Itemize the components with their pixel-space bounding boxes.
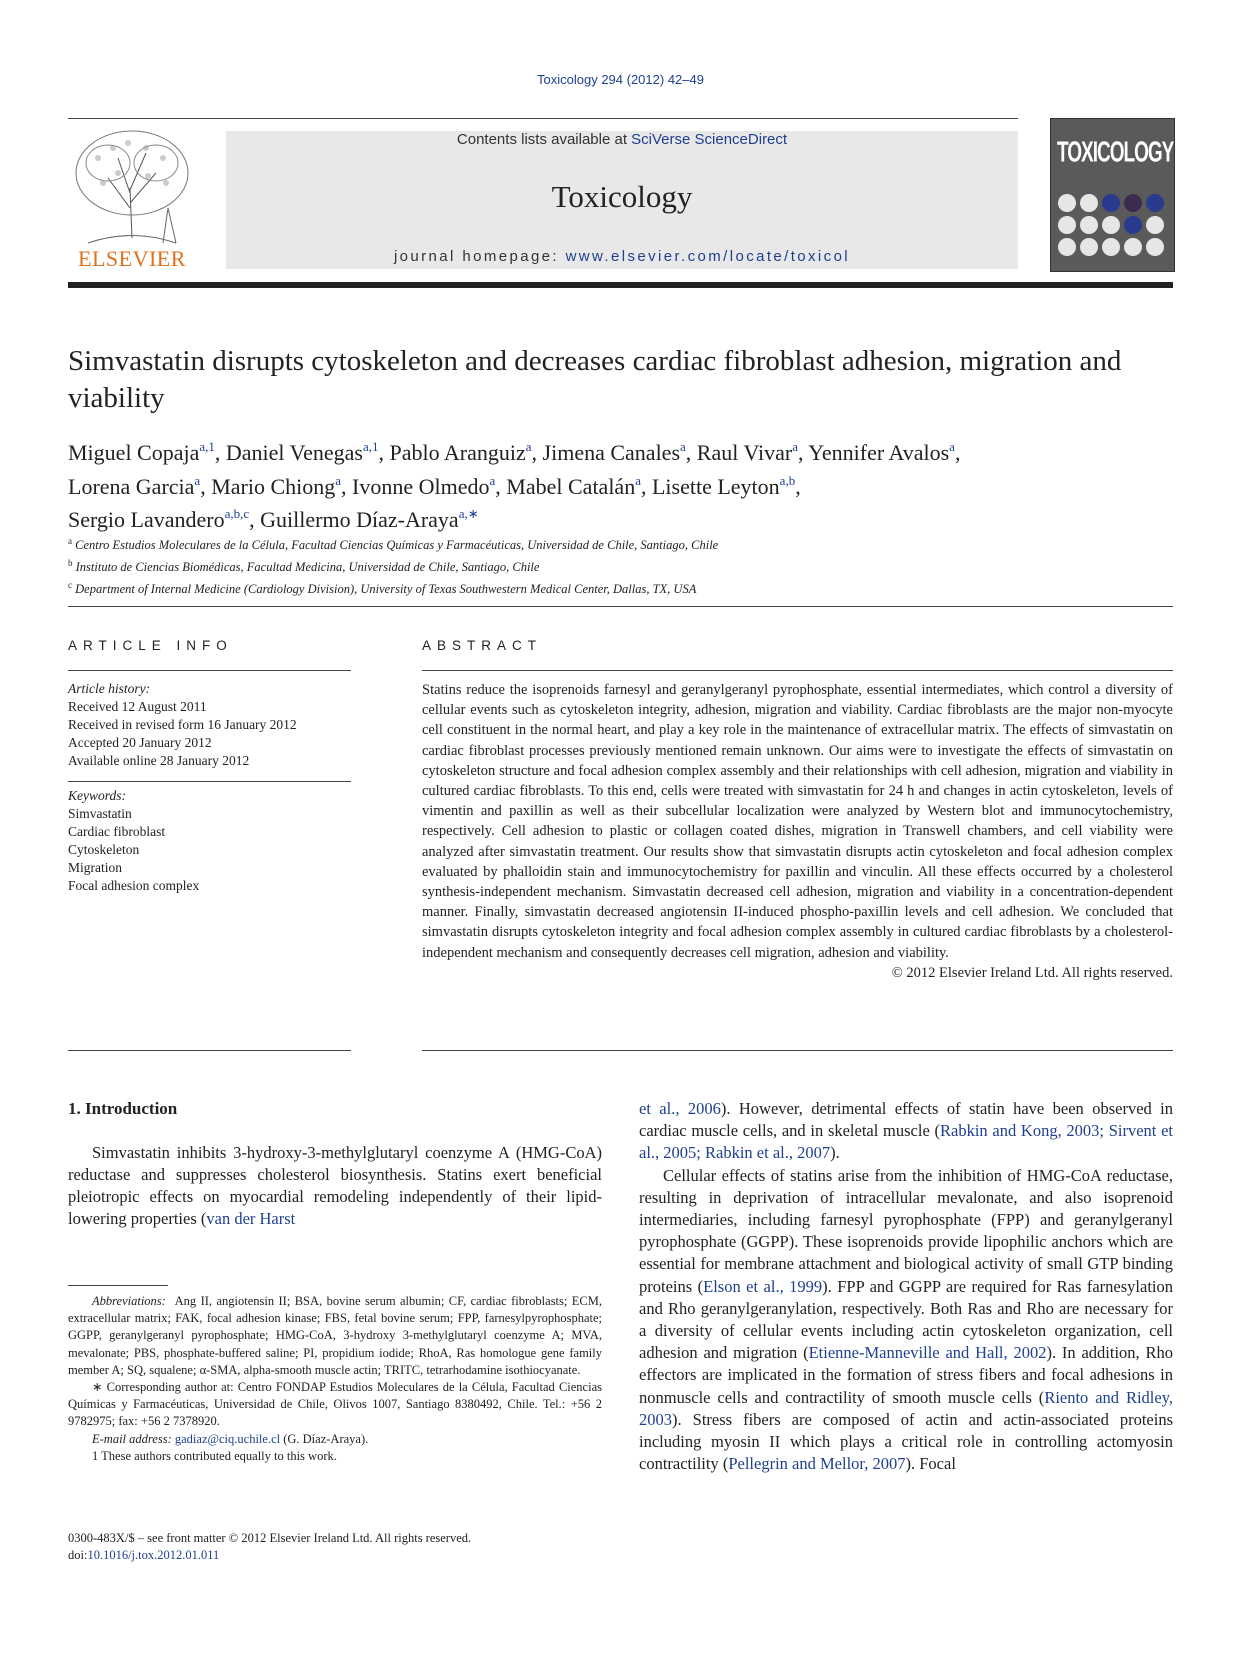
keyword-item: Simvastatin bbox=[68, 806, 132, 821]
author-separator: , bbox=[798, 440, 809, 465]
history-item: Received 12 August 2011 bbox=[68, 699, 207, 714]
ref-pellegrin[interactable]: Pellegrin and Mellor, 2007 bbox=[728, 1454, 906, 1474]
keyword-item: Focal adhesion complex bbox=[68, 878, 200, 893]
section-divider bbox=[68, 606, 1173, 607]
abbreviations-label: Abbreviations: bbox=[92, 1294, 166, 1308]
author-name: Yennifer Avalos bbox=[808, 440, 950, 465]
author-list bbox=[68, 433, 1178, 534]
journal-name: Toxicology bbox=[551, 179, 693, 214]
email-footnote bbox=[68, 1431, 602, 1448]
article-info-heading: ARTICLE INFO bbox=[68, 638, 233, 653]
author-separator: , bbox=[531, 440, 543, 465]
author-name: Lorena Garcia bbox=[68, 473, 195, 499]
info-rule-top bbox=[68, 670, 351, 671]
author-name: Daniel Venegas bbox=[225, 440, 363, 465]
affiliation-marker: a bbox=[68, 536, 72, 546]
author-name: Jimena Canales bbox=[542, 440, 681, 465]
author-name: Pablo Aranguiz bbox=[389, 440, 526, 465]
author-affiliation-marker[interactable]: a,∗ bbox=[458, 506, 479, 521]
bottom-matter bbox=[68, 1530, 602, 1564]
affiliation-text: Instituto de Ciencias Biomédicas, Facultad Medicina, Universidad de Chile, Santiago, Chile bbox=[72, 560, 540, 575]
intro-paragraph-1-continued bbox=[639, 1098, 1173, 1165]
article-info bbox=[68, 680, 351, 895]
elsevier-wordmark: ELSEVIER bbox=[78, 246, 186, 271]
ref-rabkin[interactable]: Rabkin and Kong, 2003; Sirvent et al., 2005; Rabkin et al., 2007 bbox=[639, 1121, 1173, 1163]
abstract-rule-top bbox=[422, 670, 1173, 671]
info-rule-middle bbox=[68, 781, 351, 782]
abbreviations-footnote bbox=[68, 1293, 602, 1379]
author-name: Guillermo Díaz-Araya bbox=[260, 507, 459, 532]
doi-prefix: doi: bbox=[68, 1548, 88, 1562]
doi-link[interactable]: 10.1016/j.tox.2012.01.011 bbox=[87, 1548, 220, 1562]
abstract-copyright: © 2012 Elsevier Ireland Ltd. All rights reserved. bbox=[891, 964, 1173, 981]
author-name: Ivonne Olmedo bbox=[352, 473, 490, 499]
author-name: Raul Vivar bbox=[696, 440, 793, 465]
intro-text: ). FPP and GGPP are required for Ras farnesylation and Rho geranylgeranylation, respectively. Both Ras and Rho are necessary for a diversity of cellular events including actin cytoskeleton organization, cell adhesion and migration ( bbox=[639, 1276, 1174, 1363]
ref-riento[interactable]: Riento and Ridley, 2003 bbox=[639, 1387, 1173, 1429]
footnotes bbox=[68, 1293, 602, 1465]
email-suffix: (G. Díaz-Araya). bbox=[280, 1431, 369, 1446]
email-label: E-mail address: bbox=[92, 1431, 172, 1446]
author-separator: , bbox=[685, 440, 697, 465]
author-affiliation-marker[interactable]: a,b bbox=[779, 472, 796, 488]
author-name: Sergio Lavandero bbox=[68, 507, 225, 532]
author-affiliation-marker[interactable]: a bbox=[635, 472, 641, 488]
affiliation bbox=[68, 576, 1173, 598]
history-item: Available online 28 January 2012 bbox=[68, 753, 250, 768]
journal-citation[interactable]: Toxicology 294 (2012) 42–49 bbox=[537, 72, 704, 87]
cover-dots-icon bbox=[1057, 193, 1169, 267]
abstract-text: Statins reduce the isoprenoids farnesyl and geranylgeranyl pyrophosphate, essential intermediates, which control a diversity of cellular events such as cytoskeleton integrity, adhesion, migration and viability. Cardiac fibroblasts are the major non-myocyte cell constituent in the normal heart, and play a key role in the maintenance of extracellular matrix. The effects of simvastatin on cardiac fibroblast processes previously mentioned remain unknown. Our aims were to investigate the effects of simvastatin on cytoskeleton structure and focal adhesion complex assembly and their relationships with cell adhesion, migration and viability in cultured cardiac fibroblasts. To this end, cells were treated with simvastatin for 24 h and changes in actin cytoskeleton, levels of vimentin and paxillin as well as their subcellular localization were analyzed by Western blot and immunocytochemistry, respectively. Cell adhesion to plastic or collagen coated dishes, migration in Transwell chambers, and cell viability were analyzed after simvastatin treatment. Our results show that simvastatin disrupts actin cytoskeleton and focal adhesion complex evaluated by phalloidin stain and immunocytochemistry for paxillin and vinculin. All these effects occurred by a cholesterol synthesis-independent mechanism. Simvastatin decreased cell adhesion, migration and viability in a concentration-dependent manner. Finally, simvastatin decreased angiotensin II-induced phospho-paxillin levels and cell adhesion. We concluded that simvastatin disrupts cytoskeleton integrity and focal adhesion complex assembly in cultured cardiac fibroblasts by a cholesterol-independent mechanism and consequently decreases cell migration, adhesion and viability. bbox=[422, 682, 1173, 961]
intro-text: ). Focal bbox=[905, 1454, 956, 1474]
keyword-item: Cytoskeleton bbox=[68, 842, 140, 857]
history-item: Accepted 20 January 2012 bbox=[68, 735, 212, 750]
intro-text: ). Stress fibers are composed of actin and actin-associated proteins including myosin II which plays a critical role in controlling actomyosin contractility ( bbox=[639, 1409, 1173, 1474]
homepage-prefix: journal homepage: bbox=[393, 248, 566, 265]
article-title: Simvastatin disrupts cytoskeleton and decreases cardiac fibroblast adhesion, migration and viability bbox=[68, 345, 1122, 414]
author-affiliation-marker[interactable]: a bbox=[525, 439, 532, 454]
abstract bbox=[422, 680, 1173, 983]
affiliation bbox=[68, 532, 1173, 554]
author-separator: , bbox=[495, 473, 507, 499]
abstract-rule-bottom bbox=[422, 1050, 1173, 1051]
author-separator: , bbox=[795, 473, 801, 499]
ref-etienne-manneville[interactable]: Etienne-Manneville and Hall, 2002 bbox=[808, 1343, 1047, 1363]
author-affiliation-marker[interactable]: a,1 bbox=[362, 439, 379, 454]
author-affiliation-marker[interactable]: a bbox=[194, 472, 201, 488]
contents-line bbox=[226, 131, 1018, 148]
abstract-heading: ABSTRACT bbox=[422, 638, 543, 653]
ref-van-der-harst[interactable]: van der Harst bbox=[206, 1209, 296, 1228]
homepage-line bbox=[226, 248, 1018, 265]
affiliation bbox=[68, 554, 1173, 576]
author-name: Lisette Leyton bbox=[651, 473, 780, 499]
contents-prefix: Contents lists available at bbox=[456, 131, 632, 148]
info-rule-bottom bbox=[68, 1050, 351, 1051]
affiliation-text: Centro Estudios Moleculares de la Célula, Facultad Ciencias Químicas y Farmacéuticas, Universidad de Chile, Santiago, Chile bbox=[72, 538, 719, 553]
header-thick-rule bbox=[68, 282, 1173, 288]
keywords-label: Keywords: bbox=[68, 788, 126, 803]
journal-banner bbox=[226, 131, 1018, 269]
header-rule bbox=[68, 118, 1018, 119]
author-separator: , bbox=[640, 473, 652, 499]
author-separator: , bbox=[249, 507, 261, 532]
history-item: Received in revised form 16 January 2012 bbox=[68, 717, 297, 732]
keywords-list bbox=[68, 805, 351, 895]
author-name: Mabel Catalán bbox=[506, 473, 636, 499]
author-separator: , bbox=[954, 440, 961, 465]
author-separator: , bbox=[200, 473, 212, 499]
ref-elson[interactable]: Elson et al., 1999 bbox=[703, 1276, 823, 1296]
sciencedirect-link[interactable]: SciVerse ScienceDirect bbox=[631, 131, 788, 148]
intro-left-column bbox=[68, 1142, 602, 1230]
author-affiliation-marker[interactable]: a bbox=[680, 439, 686, 454]
intro-text: ). However, detrimental effects of statin have been observed in cardiac muscle cells, and in skeletal muscle ( bbox=[639, 1099, 1173, 1141]
intro-right-column bbox=[639, 1098, 1173, 1475]
intro-paragraph-2 bbox=[639, 1165, 1173, 1476]
email-link[interactable]: gadiaz@ciq.uchile.cl bbox=[174, 1431, 281, 1446]
author-affiliation-marker[interactable]: a bbox=[335, 472, 342, 488]
author-affiliation-marker[interactable]: a bbox=[949, 439, 955, 454]
abbreviations-text: Ang II, angiotensin II; BSA, bovine serum albumin; CF, cardiac fibroblasts; ECM, extracellular matrix; FAK, focal adhesion kinase; FBS, fetal bovine serum; FPP, farnesylpyrophosphate; GGPP, geranylgeranyl pyrophosphate; HMG-CoA, 3-hydroxy 3-methylglutaryl coenzyme A; MVA, mevalonate; PBS, phosphate-buffered saline; PI, propidium iodide; RhoA, Ras homologue gene family member A; SQ, squalene; α-SMA, alpha-smooth muscle actin; TRITC, tetrarhodamine isothiocyanate. bbox=[68, 1294, 602, 1377]
intro-text: Cellular effects of statins arise from the inhibition of HMG-CoA reductase, resulting in deprivation of intracellular mevalonate, and also isoprenoid intermediaries, including farnesyl pyrophosphate (FPP) and geranylgeranyl pyrophosphate (GGPP). These isoprenoids provide lipophilic anchors which are essential for membrane attachment and biological activity of small GTP binding proteins ( bbox=[639, 1165, 1173, 1296]
footnote-rule bbox=[68, 1285, 168, 1286]
author-separator: , bbox=[341, 473, 353, 499]
ref-van-der-harst-cont[interactable]: et al., 2006 bbox=[639, 1099, 721, 1118]
author-name: Miguel Copaja bbox=[68, 440, 200, 465]
history-list bbox=[68, 698, 351, 770]
homepage-link[interactable]: www.elsevier.com/locate/toxicol bbox=[565, 248, 851, 265]
equal-contribution-footnote: 1 These authors contributed equally to this work. bbox=[92, 1448, 337, 1463]
author-affiliation-marker[interactable]: a bbox=[792, 439, 799, 454]
keyword-item: Migration bbox=[68, 860, 122, 875]
keyword-item: Cardiac fibroblast bbox=[68, 824, 166, 839]
affiliation-list bbox=[68, 532, 1173, 598]
author-separator: , bbox=[214, 440, 226, 465]
cover-title: TOXICOLOGY bbox=[1057, 137, 1174, 169]
affiliation-marker: b bbox=[68, 558, 73, 569]
affiliation-text: Department of Internal Medicine (Cardiology Division), University of Texas Southwestern Medical Center, Dallas, TX, USA bbox=[72, 582, 697, 597]
author-affiliation-marker[interactable]: a,1 bbox=[199, 439, 215, 454]
introduction-heading: 1. Introduction bbox=[68, 1099, 178, 1118]
intro-text: ). bbox=[830, 1143, 840, 1163]
issn-line: 0300-483X/$ – see front matter © 2012 Elsevier Ireland Ltd. All rights reserved. bbox=[68, 1531, 472, 1545]
corresponding-footnote: ∗ Corresponding author at: Centro FONDAP Estudios Moleculares de la Célula, Facultad Ciencias Químicas y Farmacéuticas, Universidad de Chile, Olivos 1007, Santiago 8380492, Chile. Tel.: +56 2 9782975; fax: +56 2 7378920. bbox=[68, 1380, 602, 1429]
journal-cover[interactable] bbox=[1050, 118, 1175, 272]
author-separator: , bbox=[378, 440, 390, 465]
history-label: Article history: bbox=[68, 681, 151, 696]
affiliation-marker: c bbox=[68, 580, 72, 591]
intro-paragraph-1 bbox=[68, 1142, 602, 1230]
author-affiliation-marker[interactable]: a,b,c bbox=[224, 506, 250, 521]
intro-text: ). In addition, Rho effectors are implicated in the formation of stress fibers and focal adhesions in nonmuscle cells and contractility of smooth muscle cells ( bbox=[639, 1343, 1173, 1407]
elsevier-logo[interactable] bbox=[68, 118, 196, 270]
doi-line bbox=[68, 1547, 602, 1564]
author-name: Mario Chiong bbox=[211, 473, 336, 499]
intro-p1-text: Simvastatin inhibits 3-hydroxy-3-methylglutaryl coenzyme A (HMG-CoA) reductase and suppresses cholesterol biosynthesis. Statins exert beneficial pleiotropic effects on myocardial remodeling independently of their lipid-lowering properties ( bbox=[68, 1143, 602, 1228]
author-affiliation-marker[interactable]: a bbox=[489, 472, 496, 488]
